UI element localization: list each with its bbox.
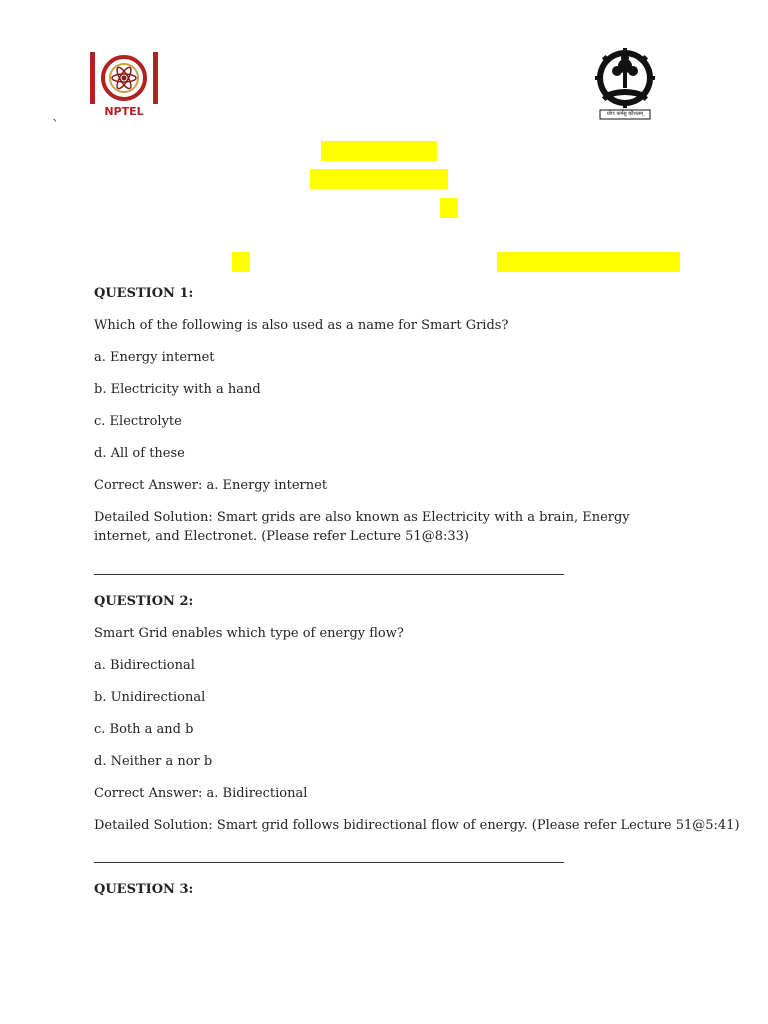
question-2-answer: Correct Answer: a. Bidirectional [94,786,308,801]
highlight-block-title [321,141,437,161]
separator-1 [94,574,564,575]
question-3-title: QUESTION 3: [94,882,194,897]
question-1-option-a: a. Energy internet [94,350,215,365]
question-2-option-b: b. Unidirectional [94,690,206,705]
question-2-option-c: c. Both a and b [94,722,194,737]
question-2-option-d: d. Neither a nor b [94,754,213,769]
nptel-logo-text: NPTEL [104,105,144,118]
question-1-option-c: c. Electrolyte [94,414,182,429]
question-2-title: QUESTION 2: [94,594,194,609]
highlight-block-subtitle [310,169,448,189]
highlight-block-small [440,198,458,218]
question-1-option-b: b. Electricity with a hand [94,382,261,397]
question-2-solution: Detailed Solution: Smart grid follows bidirectional flow of energy. (Please refer Lecture 51@5:41) [94,818,740,833]
highlight-block-left [232,252,250,272]
question-1-text: Which of the following is also used as a name for Smart Grids? [94,318,509,333]
question-1-option-d: d. All of these [94,446,185,461]
nptel-logo [90,52,158,122]
question-1-solution: Detailed Solution: Smart grids are also known as Electricity with a brain, Energy internet, and Electronet. (Please refer Lecture 51@8:33) [94,510,630,544]
iit-logo [594,46,656,122]
question-1-title: QUESTION 1: [94,286,194,301]
highlight-block-right [497,252,680,272]
iit-logo-motto: योगः कर्मसु कौशलम् [606,111,644,117]
stray-mark: ` [52,118,59,134]
question-2-option-a: a. Bidirectional [94,658,195,673]
separator-2 [94,862,564,863]
question-1-answer: Correct Answer: a. Energy internet [94,478,328,493]
question-2-text: Smart Grid enables which type of energy flow? [94,626,404,641]
